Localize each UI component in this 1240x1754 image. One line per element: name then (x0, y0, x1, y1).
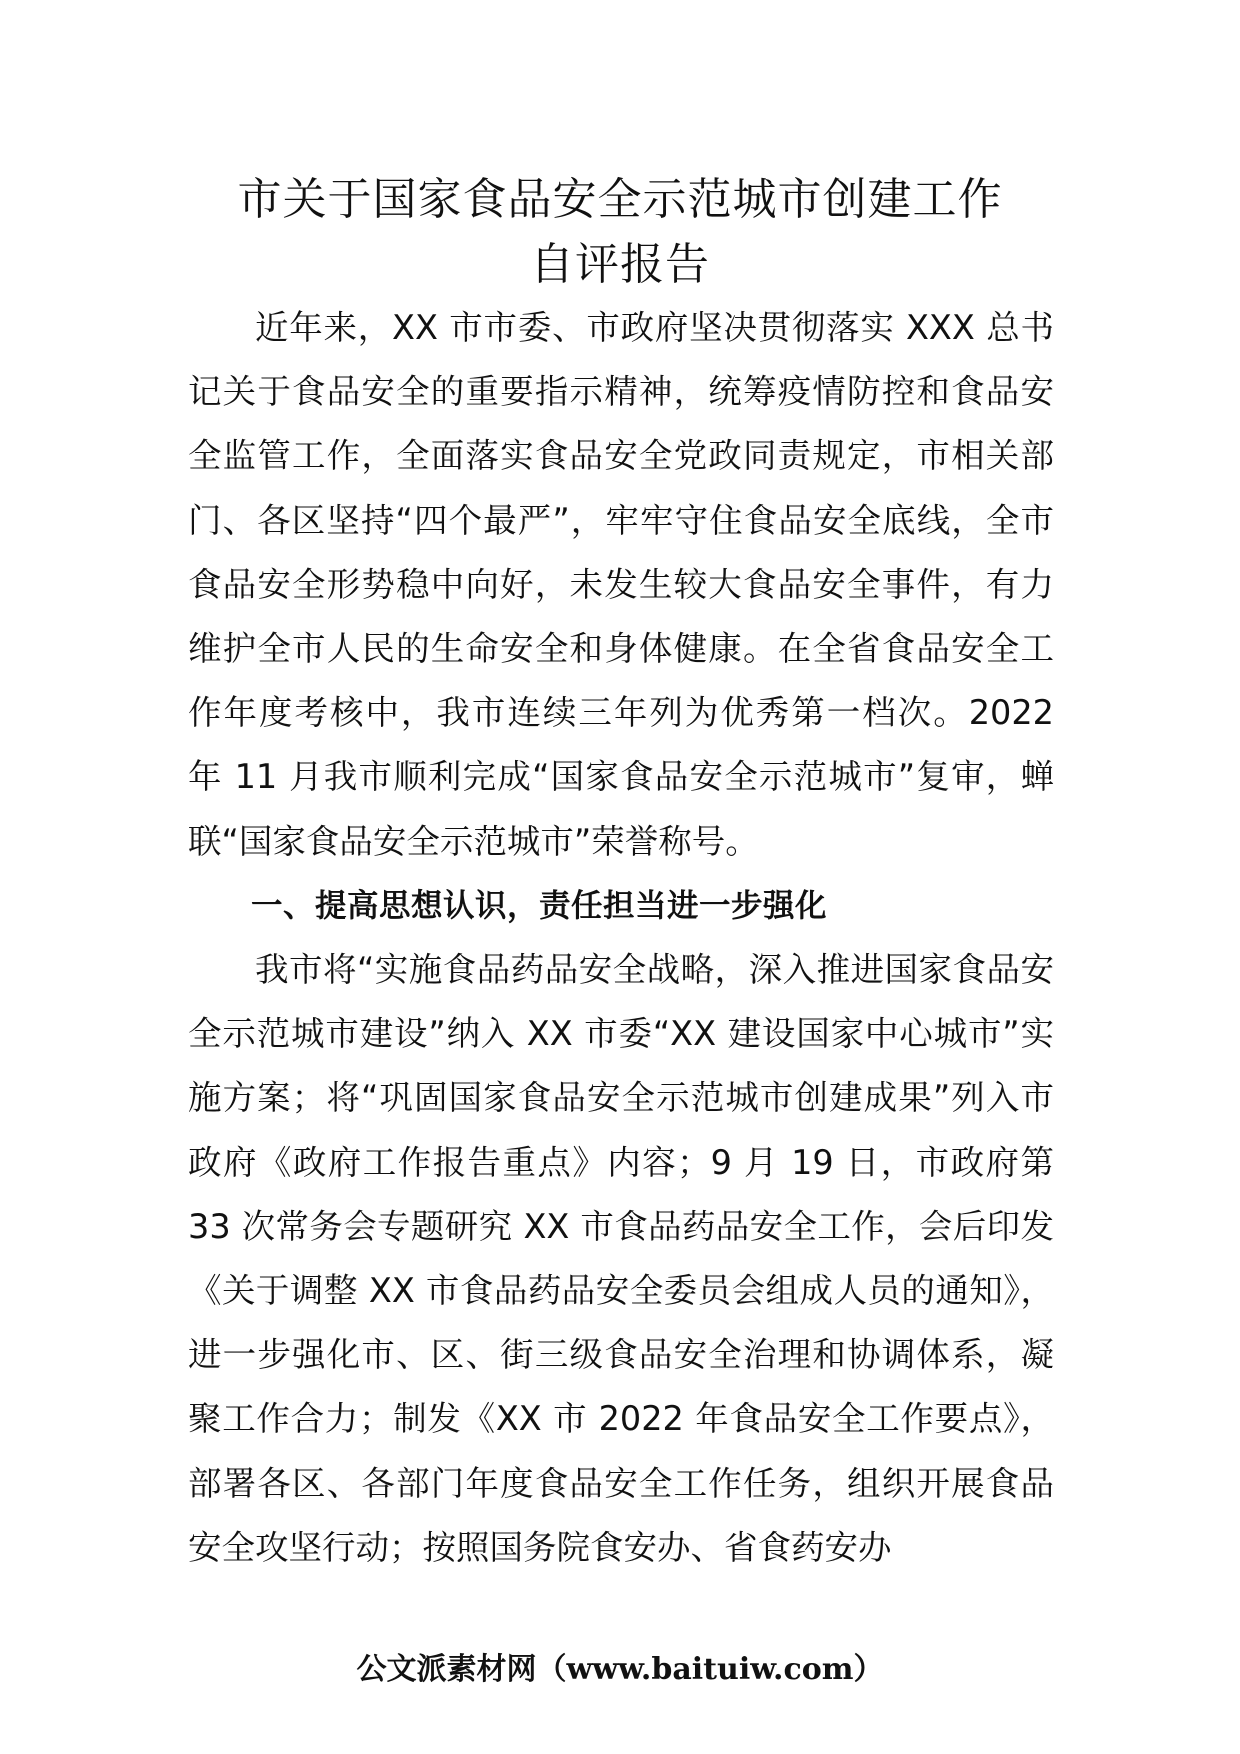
paragraph-section-1: 我市将“实施食品药品安全战略，深入推进国家食品安全示范城市建设”纳入 XX 市委“XX 建设国家中心城市”实施方案；将“巩固国家食品安全示范城市创建成果”列入市政府《政府工作报告重点》内容；9 月 19 日，市政府第 33 次常务会专题研究 XX 市食品药品安全工作，会后印发《关于调整 XX 市食品药品安全委员会组成人员的通知》，进一步强化市、区、街三级食品安全治理和协调体系，凝聚工作合力；制发《XX 市 2022 年食品安全工作要点》，部署各区、各部门年度食品安全工作任务，组织开展食品安全攻坚行动；按照国务院食安办、省食药安办 (188, 950, 1054, 1567)
footer-watermark: 公文派素材网（www.baituiw.com） (356, 1652, 884, 1687)
document-title-line-2: 自评报告 (530, 239, 710, 290)
section-heading-1: 一、提高思想认识，责任担当进一步强化 (251, 886, 828, 924)
document-title-line-1: 市关于国家食品安全示范城市创建工作 (237, 174, 1003, 225)
document-body (188, 296, 1054, 1580)
paragraph-intro: 近年来，XX 市市委、市政府坚决贯彻落实 XXX 总书记关于食品安全的重要指示精神，统筹疫情防控和食品安全监管工作，全面落实食品安全党政同责规定，市相关部门、各区坚持“四个最严”，牢牢守住食品安全底线，全市食品安全形势稳中向好，未发生较大食品安全事件，有力维护全市人民的生命安全和身体健康。在全省食品安全工作年度考核中，我市连续三年列为优秀第一档次。2022 年 11 月我市顺利完成“国家食品安全示范城市”复审，蝉联“国家食品安全示范城市”荣誉称号。 (188, 308, 1054, 861)
